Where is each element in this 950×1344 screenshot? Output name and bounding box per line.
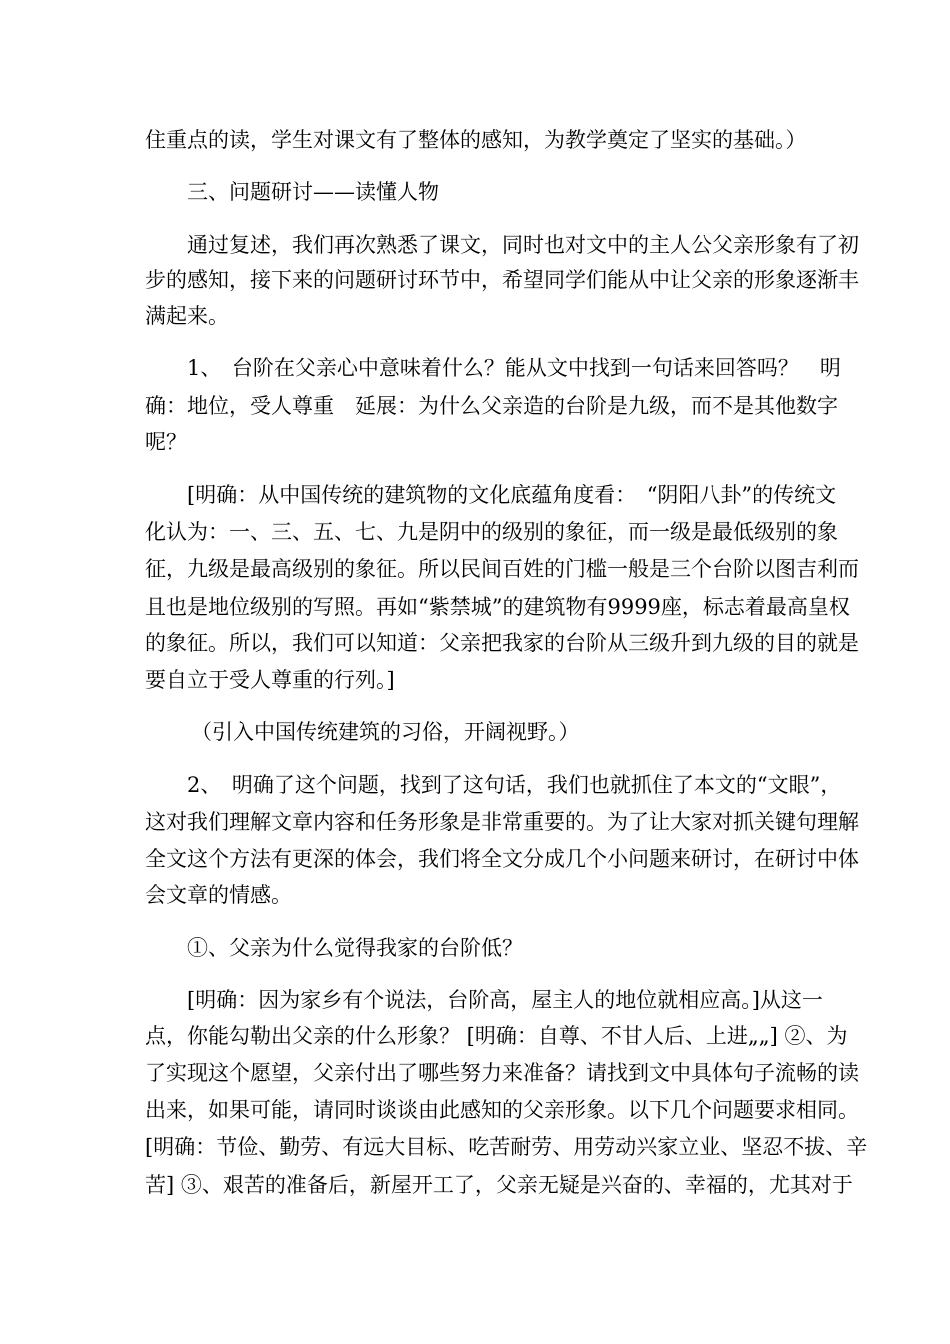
text-line: 出来，如果可能，请同时谈谈由此感知的父亲形象。以下几个问题要求相同。 [145, 1098, 859, 1122]
text-line: ①、父亲为什么觉得我家的台阶低？ [187, 936, 523, 960]
text-line: 会文章的情感。 [145, 883, 292, 907]
text-line: 的象征。所以，我们可以知道：父亲把我家的台阶从三级升到九级的目的就是 [145, 631, 859, 655]
text-line: 征，九级是最高级别的象征。所以民间百姓的门槛一般是三个台阶以图吉利而 [145, 557, 859, 581]
text-line: 确：地位，受人尊重 延展：为什么父亲造的台阶是九级，而不是其他数字 [145, 394, 838, 418]
text-line: 化认为：一、三、五、七、九是阴中的级别的象征，而一级是最低级别的象 [145, 520, 838, 544]
text-line: 且也是地位级别的写照。再如“紫禁城”的建筑物有9999座，标志着最高皇权 [145, 595, 850, 619]
text-line: 通过复述，我们再次熟悉了课文，同时也对文中的主人公父亲形象有了初 [187, 233, 859, 257]
text-line: 呢？ [145, 430, 187, 454]
text-line: 这对我们理解文章内容和任务形象是非常重要的。为了让大家对抓关键句理解 [145, 810, 859, 834]
text-line: [明确：从中国传统的建筑物的文化底蕴角度看： “阴阳八卦”的传统文 [187, 483, 837, 507]
text-line: 要自立于受人尊重的行列。] [145, 668, 395, 692]
text-line: 满起来。 [145, 304, 229, 328]
text-line: 步的感知，接下来的问题研讨环节中，希望同学们能从中让父亲的形象逐渐丰 [145, 268, 859, 292]
text-line: 2、 明确了这个问题，找到了这句话，我们也就抓住了本文的“文眼”， [187, 773, 842, 797]
text-line: [明确：节俭、勤劳、有远大目标、吃苦耐劳、用劳动兴家立业、坚忍不拔、辛 [145, 1135, 868, 1159]
text-line: 了实现这个愿望，父亲付出了哪些努力来准备？请找到文中具体句子流畅的读 [145, 1061, 859, 1085]
text-line: 点，你能勾勒出父亲的什么形象？ [明确：自尊、不甘人后、上进„„] ②、为 [145, 1024, 848, 1048]
text-line: 住重点的读，学生对课文有了整体的感知，为教学奠定了坚实的基础。） [145, 128, 807, 152]
text-line: 1、 台阶在父亲心中意味着什么？能从文中找到一句话来回答吗？ 明 [187, 356, 841, 380]
text-line: [明确：因为家乡有个说法，台阶高，屋主人的地位就相应高。]从这一 [187, 988, 823, 1012]
text-line: （引入中国传统建筑的习俗，开阔视野。） [191, 720, 580, 744]
text-line: 全文这个方法有更深的体会，我们将全文分成几个小问题来研讨，在研讨中体 [145, 847, 859, 871]
section-heading: 三、问题研讨——读懂人物 [187, 180, 439, 204]
text-line: 苦] ③、艰苦的准备后，新屋开工了，父亲无疑是兴奋的、幸福的，尤其对于 [145, 1173, 853, 1197]
